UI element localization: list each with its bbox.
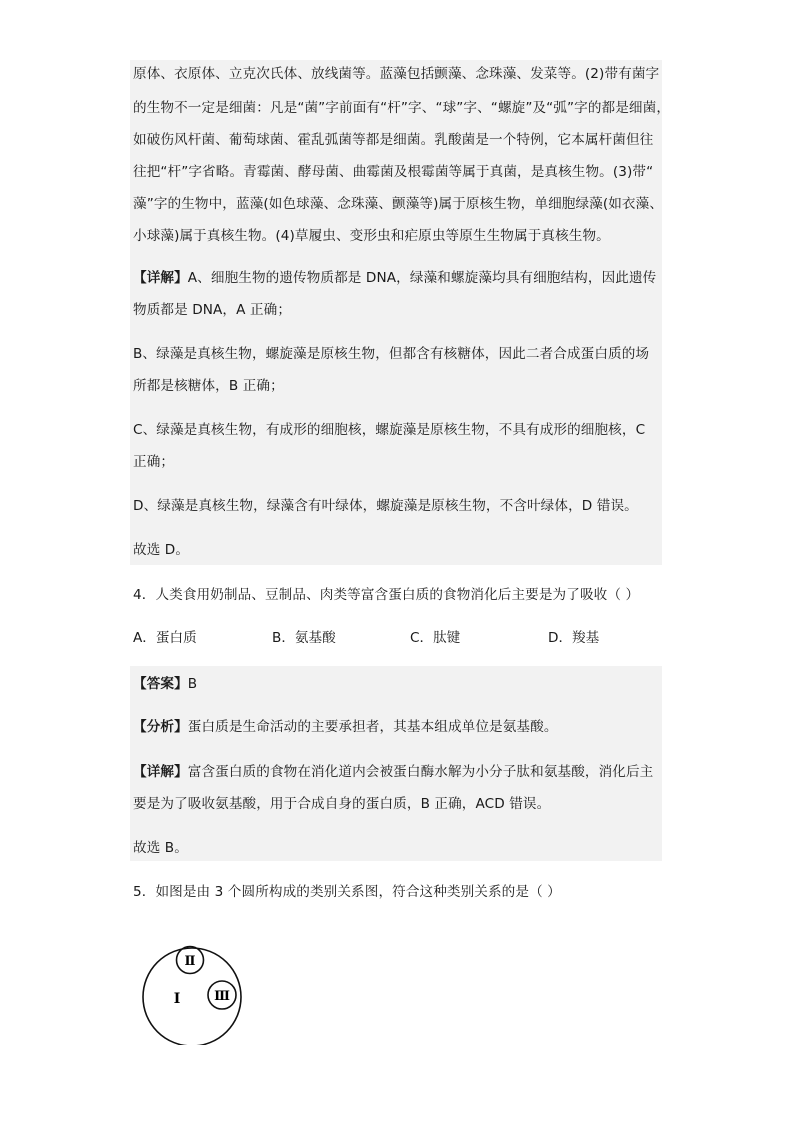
q4-option-a: A．蛋白质 <box>133 630 197 646</box>
q3-choice: 故选 D。 <box>133 542 190 558</box>
q3-detail-b: B、绿藻是真核生物，螺旋藻是原核生物，但都含有核糖体，因此二者合成蛋白质的场 <box>133 346 650 362</box>
answer-tag: 【答案】 <box>133 676 188 692</box>
q3-detail-a-cont: 物质都是 DNA，A 正确； <box>133 302 292 318</box>
label-ii: Ⅱ <box>184 954 196 969</box>
q4-answer <box>133 674 663 694</box>
detail-tag: 【详解】 <box>133 270 188 286</box>
q3-detail-b-cont: 所都是核糖体，B 正确； <box>133 378 284 394</box>
q5-stem: 5．如图是由 3 个圆所构成的类别关系图，符合这种类别关系的是（ ） <box>133 884 561 900</box>
analysis-line: 往把“杆”字省略。青霉菌、酵母菌、曲霉菌及根霉菌等属于真菌，是真核生物。(3)带“ <box>133 164 654 180</box>
analysis-line: 小球藻)属于真核生物。(4)草履虫、变形虫和疟原虫等原生生物属于真核生物。 <box>133 228 610 244</box>
q4-stem: 4．人类食用奶制品、豆制品、肉类等富含蛋白质的食物消化后主要是为了吸收（ ） <box>133 587 640 603</box>
q3-detail-c: C、绿藻是真核生物，有成形的细胞核，螺旋藻是原核生物，不具有成形的细胞核，C <box>133 422 646 438</box>
detail-tag: 【详解】 <box>133 764 188 780</box>
analysis-line: 如破伤风杆菌、葡萄球菌、霍乱弧菌等都是细菌。乳酸菌是一个特例，它本属杆菌但往 <box>133 132 654 148</box>
q4-option-b: B．氨基酸 <box>272 630 336 646</box>
q4-option-d: D．羧基 <box>548 630 600 646</box>
q3-detail-d: D、绿藻是真核生物，绿藻含有叶绿体，螺旋藻是原核生物，不含叶绿体，D 错误。 <box>133 498 638 514</box>
label-i: Ⅰ <box>173 991 181 1007</box>
detail-text: A、细胞生物的遗传物质都是 DNA，绿藻和螺旋藻均具有细胞结构，因此遗传 <box>187 270 657 286</box>
analysis-text: 蛋白质是生命活动的主要承担者，其基本组成单位是氨基酸。 <box>187 719 558 735</box>
q4-detail <box>133 762 663 782</box>
q4-choice: 故选 B。 <box>133 840 188 856</box>
q4-option-c: C．肽键 <box>410 630 461 646</box>
answer-value: B <box>187 676 198 692</box>
label-iii: Ⅲ <box>214 989 230 1004</box>
analysis-line: 藻”字的生物中，蓝藻(如色球藻、念珠藻、颤藻等)属于原核生物，单细胞绿藻(如衣藻、 <box>133 196 664 212</box>
analysis-line: 原体、衣原体、立克次氏体、放线菌等。蓝藻包括颤藻、念珠藻、发菜等。(2)带有菌字 <box>133 66 660 82</box>
detail-text: 富含蛋白质的食物在消化道内会被蛋白酶水解为小分子肽和氨基酸，消化后主 <box>187 764 654 780</box>
category-relationship-diagram <box>140 935 250 1045</box>
analysis-line: 的生物不一定是细菌：凡是“菌”字前面有“杆”字、“球”字、“螺旋”及“弧”字的都是细菌， <box>133 100 671 116</box>
q4-analysis <box>133 717 663 737</box>
q3-detail-a <box>133 268 663 288</box>
analysis-tag: 【分析】 <box>133 719 188 735</box>
q3-detail-c-cont: 正确； <box>133 454 175 470</box>
q4-detail-cont: 要是为了吸收氨基酸，用于合成自身的蛋白质，B 正确，ACD 错误。 <box>133 796 551 812</box>
